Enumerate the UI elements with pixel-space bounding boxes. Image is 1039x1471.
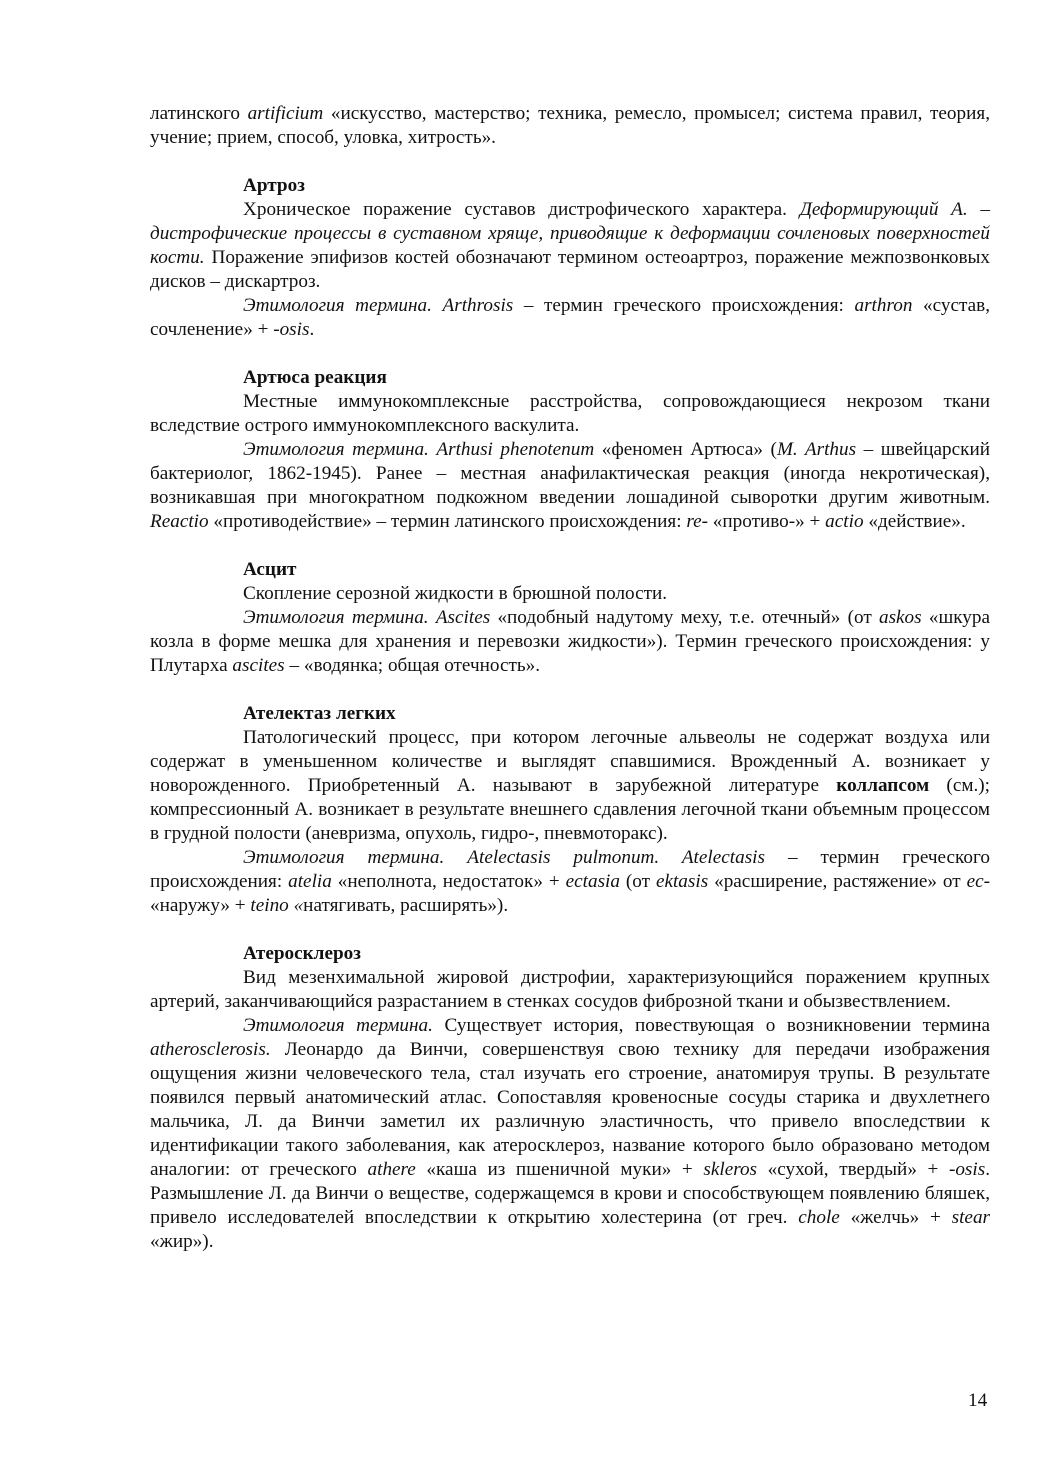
intro-paragraph [150, 102, 990, 150]
text: – «водянка; общая отечность». [284, 655, 541, 676]
text: «неполнота, недостаток» + [331, 871, 566, 892]
italic-text: skleros [703, 1159, 758, 1180]
entry-artroz [150, 174, 990, 342]
italic-text: Этимология термина. [243, 1015, 433, 1036]
italic-text: re- [686, 511, 708, 532]
italic-text: actio [825, 511, 864, 532]
italic-text: Этимология термина. Atelectasis pulmonum. Atelectasis [243, 847, 765, 868]
text: «шкура козла в форме мешка для хранения и перевозки жидкости»). Термин греческого происхождения: у Плутарха [150, 607, 990, 676]
text: «противодействие» – термин латинского происхождения: [208, 511, 687, 532]
etymology [150, 438, 990, 534]
latin-term: artificium [247, 103, 324, 124]
italic-text: ektasis [655, 871, 709, 892]
italic-text: M. Arthus [776, 439, 857, 460]
italic-text: Этимология термина. Ascites [243, 607, 491, 628]
italic-text: askos [878, 607, 922, 628]
text: «феномен Артюса» ( [594, 439, 777, 460]
definition [150, 726, 990, 846]
text: «сухой, твердый» + [757, 1159, 949, 1180]
text: латинского [150, 103, 248, 124]
entry-title: Ателектаз легких [243, 703, 396, 724]
text: «действие». [863, 511, 966, 532]
text: (см.); компрессионный А. возникает в результате внешнего сдавления легочной ткани объемным процессом в грудной полости (аневризма, опухоль, гидро-, пневмоторакс). [150, 775, 990, 844]
italic-text: ascites [232, 655, 285, 676]
italic-text: Этимология термина. Arthrosis [243, 295, 514, 316]
text: «наружу» + [150, 895, 251, 916]
text: . [309, 319, 315, 340]
entry-title: Атеросклероз [243, 943, 361, 964]
etymology [150, 606, 990, 678]
italic-text: -osis [273, 319, 310, 340]
text: натягивать, расширять»). [303, 895, 509, 916]
definition: Местные иммунокомплексные расстройства, сопровождающиеся некрозом ткани вследствие острого иммунокомплексного васкулита. [150, 391, 990, 436]
text: «расширение, растяжение» от [708, 871, 967, 892]
italic-text: athere [367, 1159, 416, 1180]
text: – швейцарский бактериолог, 1862-1945). Ранее – местная анафилактическая реакция (иногда некротическая), возникавшая при многократном подкожном введении лошадиной сыворотки другим животным. [150, 439, 990, 508]
definition: Вид мезенхимальной жировой дистрофии, характеризующийся поражением крупных артерий, заканчивающийся разрастанием в стенках сосудов фиброзной ткани и обызвествлением. [150, 967, 990, 1012]
italic-text: Этимология термина. Arthusi phenotenum [243, 439, 595, 460]
page-content [150, 102, 990, 1254]
page-number: 14 [968, 1390, 988, 1411]
definition [150, 198, 990, 294]
etymology [150, 294, 990, 342]
entry-title: Асцит [243, 559, 297, 580]
text: «подобный надутому меху, т.е. отечный» (от [490, 607, 879, 628]
italic-text: ectasia [565, 871, 620, 892]
italic-text: chole [798, 1207, 840, 1228]
entry-title: Артроз [243, 175, 305, 196]
text: – термин греческого происхождения: [513, 295, 855, 316]
entry-atherosclerosis [150, 942, 990, 1254]
text: Леонардо да Винчи, совершенствуя свою технику для передачи изображения ощущения жизни человеческого тела, стал изучать его строение, анатомируя трупы. В результате появился первый анатомический атлас. Сопоставляя кровеносные сосуды старика и двухлетнего мальчика, Л. да Винчи заметил их различную эластичность, что привело впоследствии к идентификации такого заболевания, как атеросклероз, название которого было образовано методом аналогии: от греческого [150, 1039, 990, 1180]
etymology [150, 1014, 990, 1254]
text: «искусство, мастерство; техника, ремесло, промысел; система правил, теория, учение; прием, способ, уловка, хитрость». [150, 103, 990, 148]
entry-ascit [150, 558, 990, 678]
entry-atelectasis [150, 702, 990, 918]
text: «желчь» + [839, 1207, 952, 1228]
italic-text: Деформирующий А. – дистрофические процессы в суставном хряще, приводящие к деформации сочленовых поверхностей кости. [150, 199, 990, 268]
text: «каша из пшеничной муки» + [415, 1159, 704, 1180]
text: – термин греческого происхождения: [150, 847, 990, 892]
entry-title: Артюса реакция [243, 367, 387, 388]
text: «жир»). [150, 1231, 214, 1252]
italic-text: atelia [288, 871, 332, 892]
text: Хроническое поражение суставов дистрофического характера. [243, 199, 800, 220]
italic-text: Reactio [150, 511, 209, 532]
text: Патологический процесс, при котором легочные альвеолы не содержат воздуха или содержат в уменьшенном количестве и выглядят спавшимися. Врожденный А. возникает у новорожденного. Приобретенный А. называют в зарубежной литературе [150, 727, 990, 796]
text: «противо-» + [708, 511, 826, 532]
cross-reference: коллапсом [836, 775, 930, 796]
italic-text: arthron [854, 295, 913, 316]
entry-arthus [150, 366, 990, 534]
text: . Размышление Л. да Винчи о веществе, содержащемся в крови и способствующем появлению бляшек, привело исследователей впоследствии к открытию холестерина (от греч. [150, 1159, 990, 1228]
etymology [150, 846, 990, 918]
definition: Скопление серозной жидкости в брюшной полости. [243, 583, 668, 604]
italic-text: atherosclerosis. [150, 1039, 271, 1060]
italic-text: -osis [948, 1159, 986, 1180]
italic-text: stear [951, 1207, 990, 1228]
text: Поражение эпифизов костей обозначают термином остеоартроз, поражение межпозвонковых дисков – дискартроз. [150, 247, 990, 292]
text: (от [619, 871, 656, 892]
text: Существует история, повествующая о возникновении термина [432, 1015, 991, 1036]
italic-text: ec- [966, 871, 990, 892]
italic-text: teino « [250, 895, 304, 916]
text: «сустав, сочленение» + [150, 295, 990, 340]
